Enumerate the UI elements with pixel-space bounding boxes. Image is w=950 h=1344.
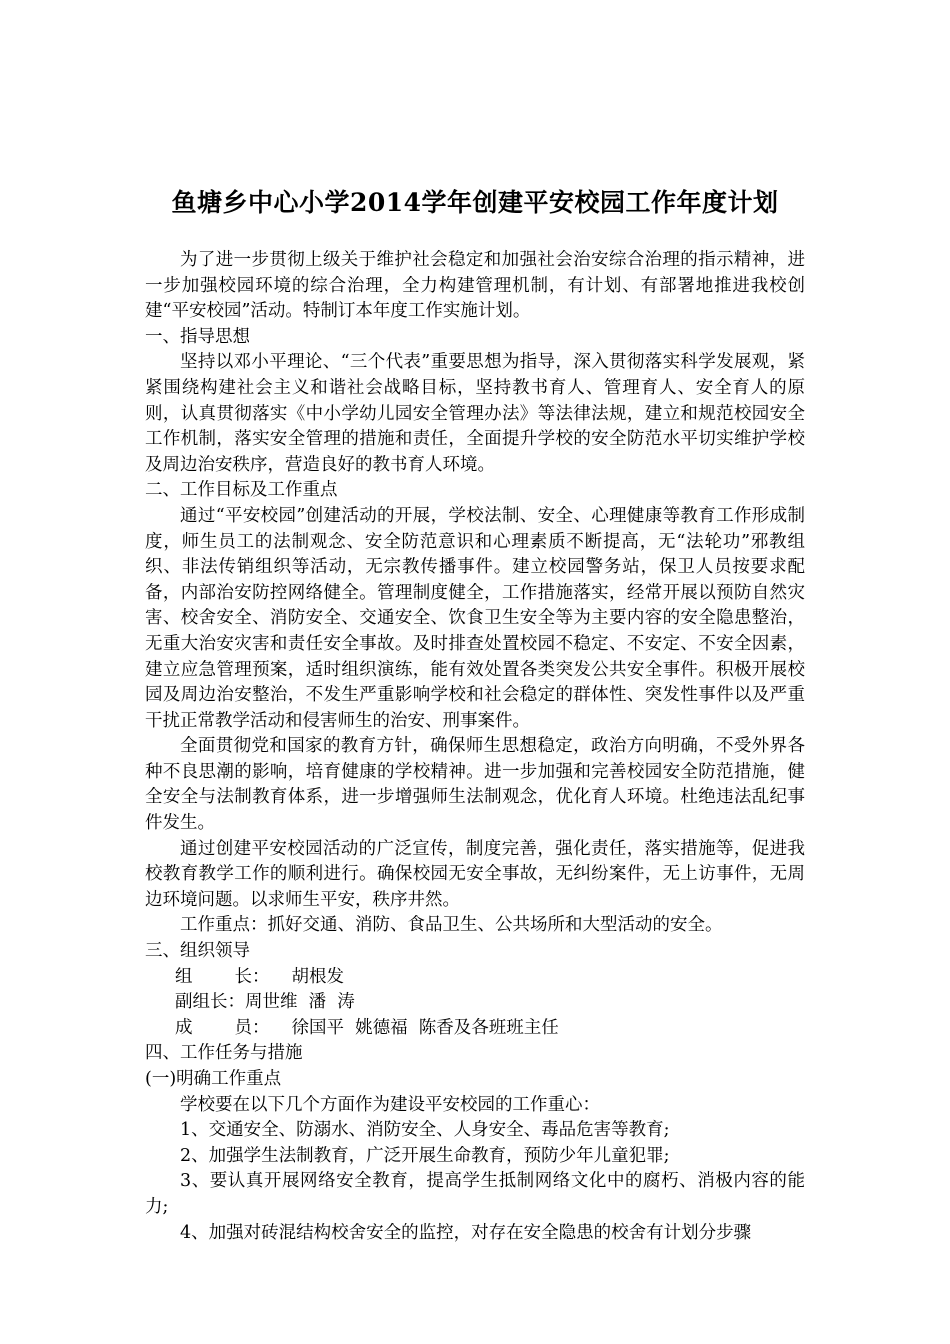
leader-label-b: 长：: [234, 966, 270, 987]
intro-paragraph: 为了进一步贯彻上级关于维护社会稳定和加强社会治安综合治理的指示精神，进一步加强校园环境的综合治理，全力构建管理机制，有计划、有部署地推进我校创建“平安校园”活动。特制订本年度工作实施计划。: [145, 250, 805, 322]
task-item: 2、加强学生法制教育，广泛开展生命教育，预防少年儿童犯罪;: [180, 1145, 670, 1166]
member-names: 徐国平 姚德福 陈香及各班班主任: [291, 1017, 559, 1038]
section-heading-goals: 二、工作目标及工作重点: [145, 480, 338, 501]
deputy-names: 周世维 潘 涛: [245, 992, 355, 1013]
members-line: [145, 1016, 805, 1042]
task-item: 4、加强对砖混结构校舍安全的监控，对存在安全隐患的校舍有计划分步骤: [180, 1222, 752, 1243]
guiding-ideology-paragraph: 坚持以邓小平理论、“三个代表”重要思想为指导，深入贯彻落实科学发展观，紧紧围绕构建社会主义和谐社会战略目标，坚持教书育人、管理育人、安全育人的原则，认真贯彻落实《中小学幼儿园安全管理办法》等法律法规，建立和规范校园安全工作机制，落实安全管理的措施和责任，全面提升学校的安全防范水平切实维护学校及周边治安秩序，营造良好的教书育人环境。: [145, 352, 805, 475]
section-heading-guiding-ideology: 一、指导思想: [145, 326, 250, 347]
deputy-line: [145, 990, 805, 1016]
goals-paragraph-1: 通过“平安校园”创建活动的开展，学校法制、安全、心理健康等教育工作形成制度，师生员工的法制观念、安全防范意识和心理素质不断提高，无“法轮功”邪教组织、非法传销组织等活动，无宗教传播事件。建立校园警务站，保卫人员按要求配备，内部治安防控网络健全。管理制度健全，工作措施落实，经常开展以预防自然灾害、校舍安全、消防安全、交通安全、饮食卫生安全等为主要内容的安全隐患整治，无重大治安灾害和责任安全事故。及时排查处置校园不稳定、不安定、不安全因素，建立应急管理预案，适时组织演练，能有效处置各类突发公共安全事件。积极开展校园及周边治安整治，不发生严重影响学校和社会稳定的群体性、突发性事件以及严重干扰正常教学活动和侵害师生的治安、刑事案件。: [145, 505, 805, 731]
goals-paragraph-3: 通过创建平安校园活动的广泛宣传，制度完善，强化责任，落实措施等，促进我校教育教学工作的顺利进行。确保校园无安全事故，无纠纷案件，无上访事件，无周边环境问题。以求师生平安，秩序井然。: [145, 838, 805, 910]
goals-paragraph-2: 全面贯彻党和国家的教育方针，确保师生思想稳定，政治方向明确，不受外界各种不良思潮的影响，培育健康的学校精神。进一步加强和完善校园安全防范措施，健全安全与法制教育体系，进一步增强师生法制观念，优化育人环境。杜绝违法乱纪事件发生。: [145, 736, 805, 834]
deputy-label: 副组长：: [175, 992, 245, 1013]
task-item: 1、交通安全、防溺水、消防安全、人身安全、毒品危害等教育;: [180, 1120, 670, 1141]
tasks-lead-paragraph: 学校要在以下几个方面作为建设平安校园的工作重心：: [180, 1094, 600, 1115]
member-label-a: 成: [175, 1017, 193, 1038]
section-heading-tasks: 四、工作任务与措施: [145, 1043, 303, 1064]
document-title: 鱼塘乡中心小学2014学年创建平安校园工作年度计划: [171, 188, 779, 217]
document-body: [145, 248, 805, 1246]
leader-name: 胡根发: [291, 966, 344, 987]
section-heading-organization: 三、组织领导: [145, 941, 250, 962]
task-item: 3、要认真开展网络安全教育，提高学生抵制网络文化中的腐朽、消极内容的能力;: [145, 1171, 805, 1217]
member-label-b: 员：: [234, 1017, 270, 1038]
leader-label-a: 组: [175, 966, 193, 987]
leader-line: [145, 965, 805, 991]
subsection-heading-focus: (一)明确工作重点: [145, 1069, 282, 1089]
goals-paragraph-4: 工作重点：抓好交通、消防、食品卫生、公共场所和大型活动的安全。: [180, 915, 723, 936]
